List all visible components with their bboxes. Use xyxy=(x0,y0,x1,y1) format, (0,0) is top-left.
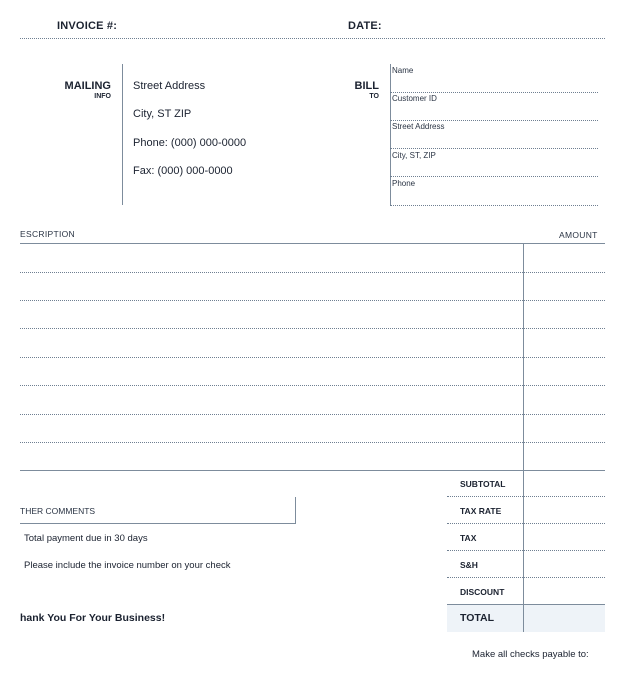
totals-rule xyxy=(447,550,605,551)
bill-customer-id-field[interactable]: Customer ID xyxy=(392,94,437,103)
sender-city: City, ST ZIP xyxy=(133,108,192,120)
mailing-info-label xyxy=(50,80,111,100)
comments-label: THER COMMENTS xyxy=(20,506,96,516)
item-row-line xyxy=(20,442,605,443)
item-row-line xyxy=(20,385,605,386)
checks-payable-note: Make all checks payable to: xyxy=(472,649,589,660)
sender-street: Street Address xyxy=(133,80,206,92)
item-row-line xyxy=(20,300,605,301)
bill-field-rule xyxy=(390,176,598,177)
description-header: ESCRIPTION xyxy=(20,229,75,239)
bill-field-rule xyxy=(390,148,598,149)
sender-fax: Fax: (000) 000-0000 xyxy=(133,165,233,177)
bill-field-rule xyxy=(390,92,598,93)
item-row-line xyxy=(20,328,605,329)
totals-rule xyxy=(447,523,605,524)
discount-label: DISCOUNT xyxy=(460,587,505,597)
comment-line: Total payment due in 30 days xyxy=(24,533,148,544)
totals-column-divider xyxy=(523,470,524,632)
subtotal-label: SUBTOTAL xyxy=(460,479,506,489)
item-row-line xyxy=(20,272,605,273)
mailing-divider xyxy=(122,64,123,205)
totals-rule xyxy=(447,577,605,578)
bill-to-label xyxy=(330,80,379,100)
tax-label: TAX xyxy=(460,533,477,543)
bill-to-divider xyxy=(390,64,391,205)
date-label: DATE: xyxy=(348,20,382,32)
amount-header: AMOUNT xyxy=(559,230,598,240)
bill-street-field[interactable]: Street Address xyxy=(392,122,445,131)
comment-line: Please include the invoice number on your check xyxy=(24,560,231,571)
tax-rate-label: TAX RATE xyxy=(460,506,502,516)
bill-field-rule xyxy=(390,205,598,206)
items-bottom-rule xyxy=(20,470,605,471)
bill-city-field[interactable]: City, ST, ZIP xyxy=(392,151,436,160)
mailing-sublabel: INFO xyxy=(94,93,111,100)
totals-rule xyxy=(447,496,605,497)
bill-to-sublabel: TO xyxy=(369,93,379,100)
bill-label-text: BILL xyxy=(354,80,379,92)
bill-field-rule xyxy=(390,120,598,121)
header-divider xyxy=(20,38,605,39)
bill-phone-field[interactable]: Phone xyxy=(392,179,416,188)
sender-phone: Phone: (000) 000-0000 xyxy=(133,137,247,149)
item-row-line xyxy=(20,414,605,415)
sh-label: S&H xyxy=(460,560,478,570)
comments-box-edge xyxy=(295,497,296,523)
invoice-number-label: INVOICE #: xyxy=(57,20,118,32)
item-row-line xyxy=(20,357,605,358)
bill-name-field[interactable]: Name xyxy=(392,66,414,75)
items-header-rule xyxy=(20,243,605,244)
comments-rule xyxy=(20,523,296,524)
total-label: TOTAL xyxy=(460,612,495,624)
mailing-label-text: MAILING xyxy=(64,80,111,92)
thank-you-message: hank You For Your Business! xyxy=(20,612,166,624)
